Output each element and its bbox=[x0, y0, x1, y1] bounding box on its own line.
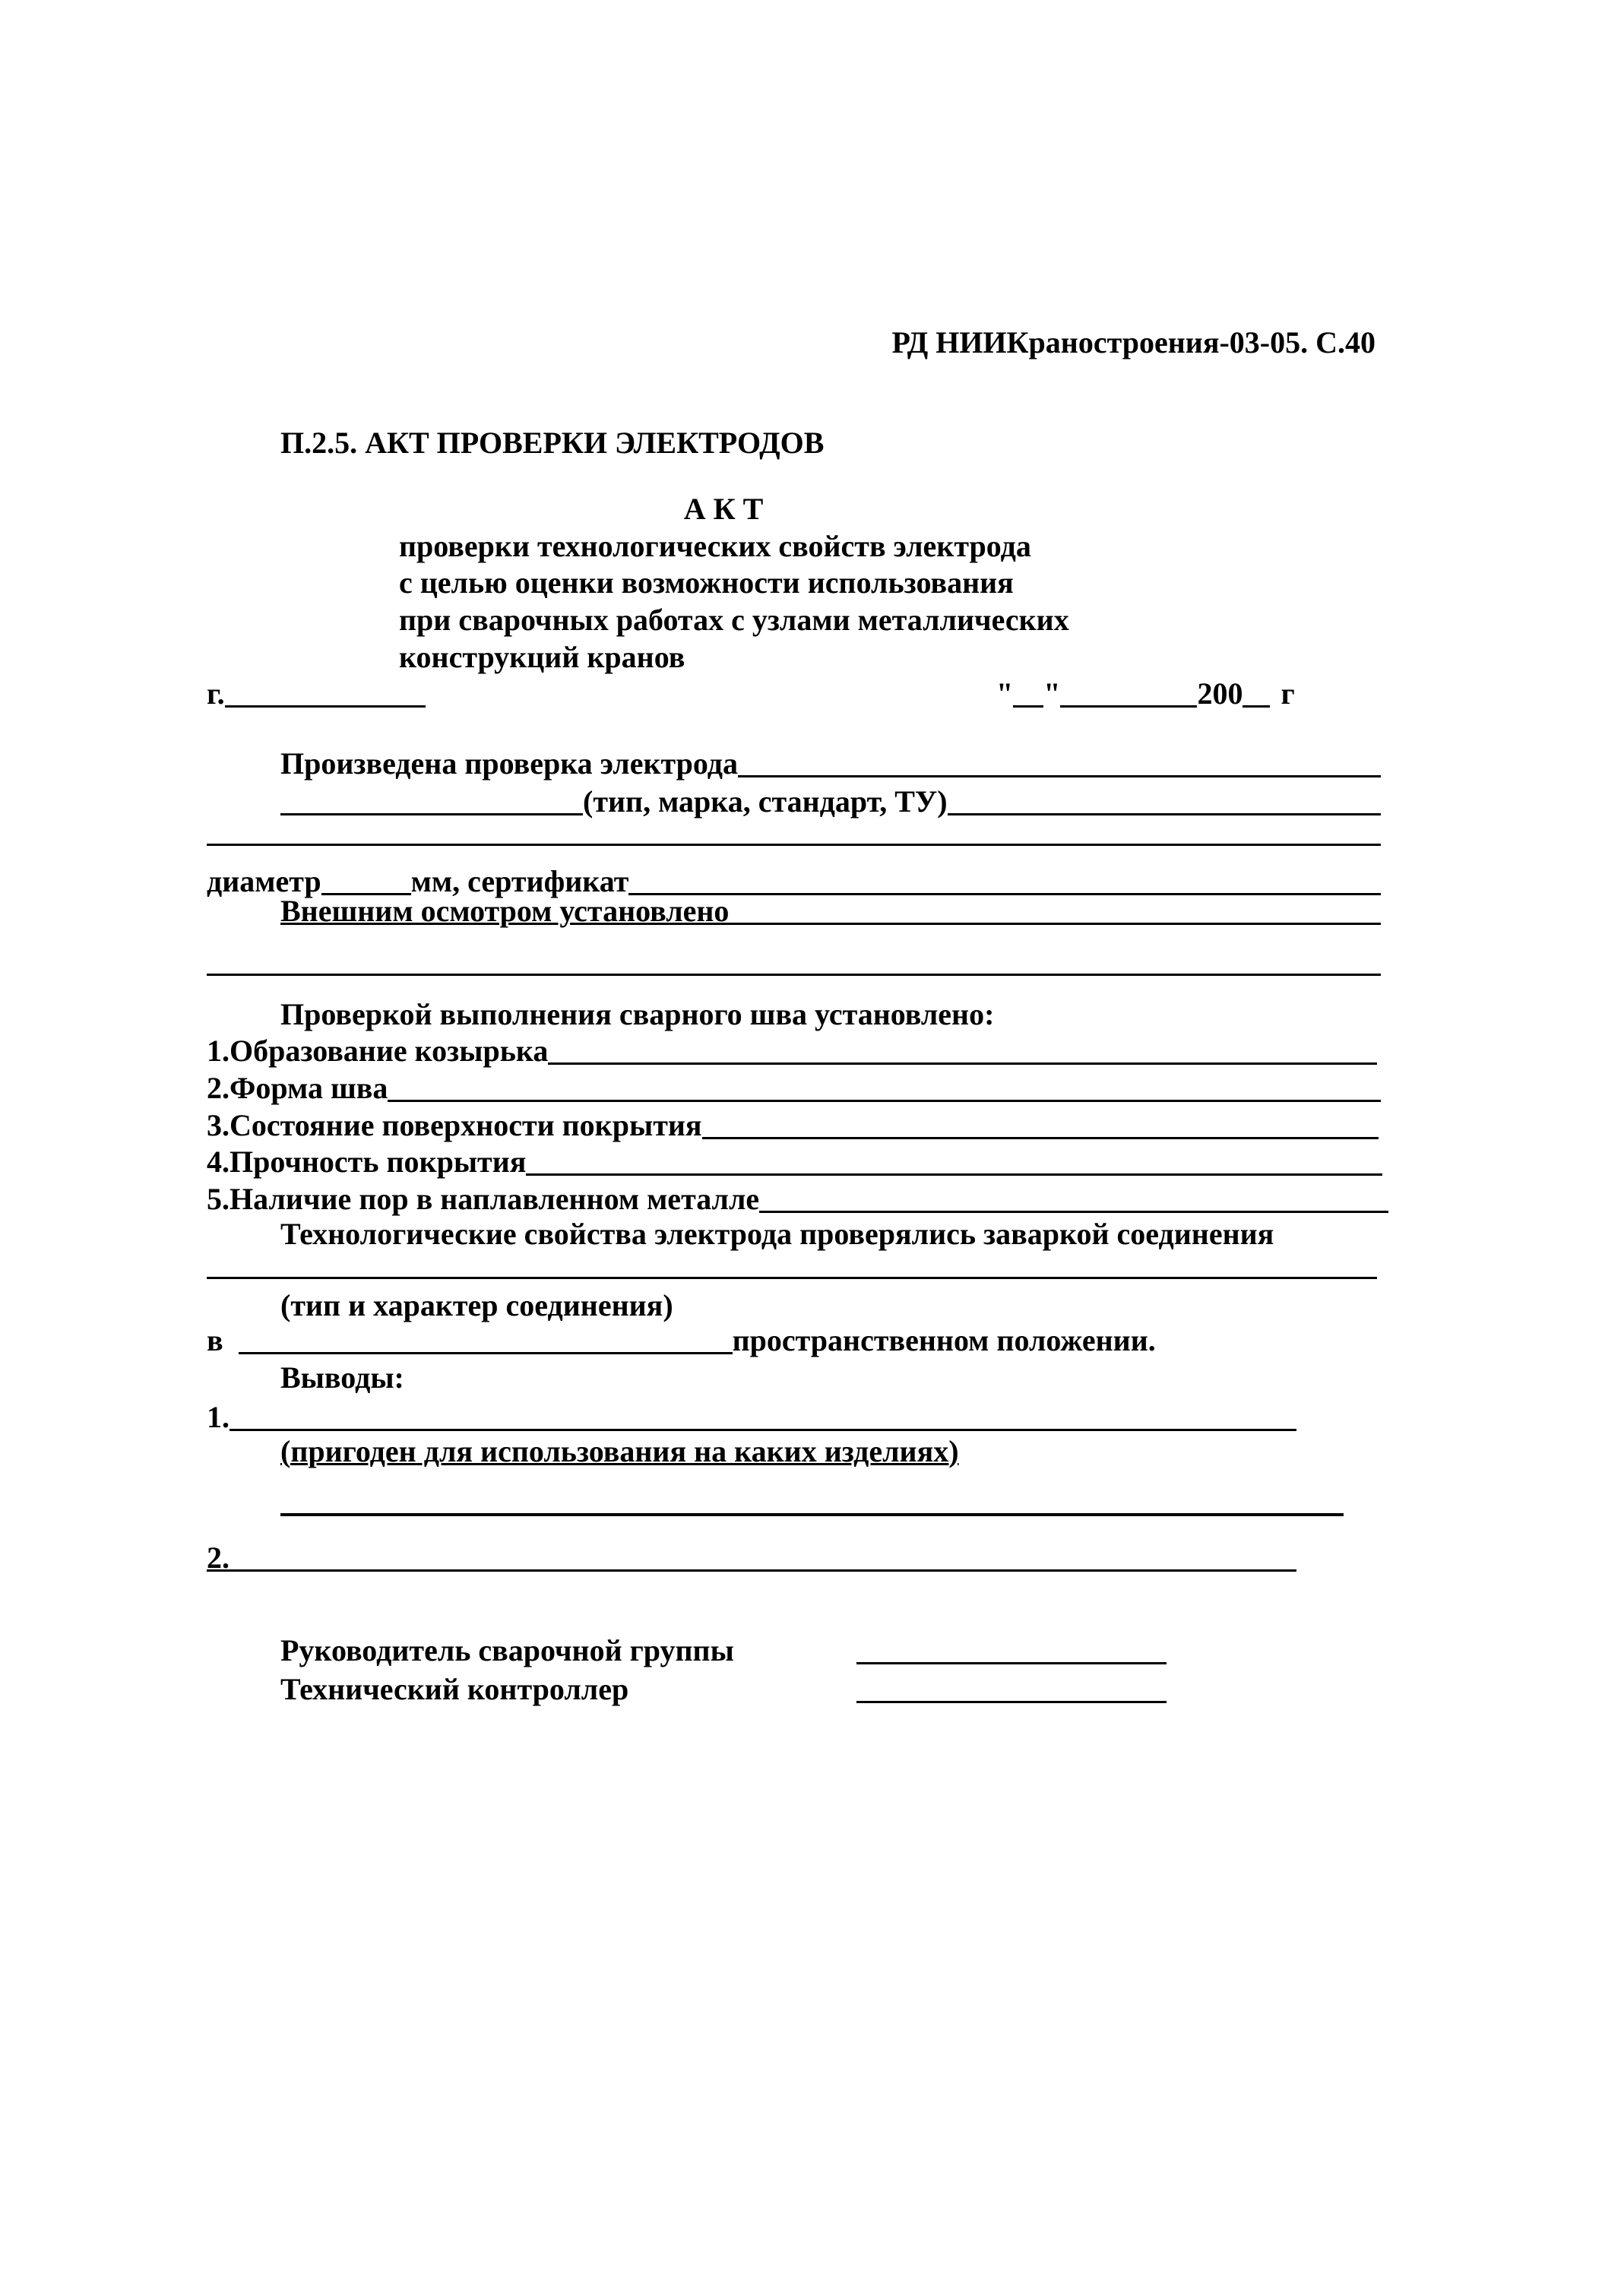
tech-props-text bbox=[280, 1216, 1274, 1252]
joint-hint-text: (тип и характер соединения) bbox=[280, 1288, 673, 1322]
act-title-text: А К Т bbox=[683, 492, 764, 526]
weld-item-label: 5.Наличие пор в наплавленном металле bbox=[207, 1182, 760, 1216]
position-suffix: пространственном положении. bbox=[732, 1323, 1156, 1357]
weld-item-field[interactable] bbox=[207, 1144, 1382, 1180]
day-blank[interactable] bbox=[1013, 678, 1043, 708]
weld-item-blank[interactable] bbox=[388, 1072, 1381, 1102]
year-prefix: 200 bbox=[1197, 676, 1243, 711]
blank-line[interactable] bbox=[207, 974, 1381, 976]
subtitle-text: при сварочных работах с узлами металлических bbox=[399, 603, 1069, 637]
weld-item-blank[interactable] bbox=[759, 1183, 1388, 1213]
weld-check-text: Проверкой выполнения сварного шва установлено: bbox=[280, 997, 995, 1031]
signature-welding-head[interactable] bbox=[280, 1632, 1167, 1669]
weld-item-label: 2.Форма шва bbox=[207, 1071, 388, 1105]
section-title bbox=[280, 425, 824, 461]
conclusions-heading bbox=[280, 1360, 404, 1396]
electrode-type-blank-right[interactable] bbox=[948, 786, 1381, 815]
tech-props-label: Технологические свойства электрода проверялись заваркой соединения bbox=[280, 1217, 1274, 1251]
month-blank[interactable] bbox=[1060, 678, 1197, 708]
in-prefix: в bbox=[207, 1323, 223, 1357]
conclusion-1-label: 1. bbox=[207, 1400, 230, 1434]
date-field[interactable] bbox=[996, 676, 1331, 712]
year-suffix: г bbox=[1281, 676, 1295, 711]
city-blank[interactable] bbox=[225, 678, 426, 708]
conclusion-1-blank[interactable] bbox=[230, 1401, 1296, 1431]
quote-close: " bbox=[1043, 676, 1061, 711]
usage-hint-text: (пригоден для использования на каких изделиях) bbox=[280, 1434, 959, 1468]
diameter-label: диаметр bbox=[207, 864, 321, 898]
conclusion-2-label: 2. bbox=[207, 1541, 230, 1575]
weld-item-field[interactable] bbox=[207, 1070, 1381, 1107]
joint-hint bbox=[280, 1287, 673, 1324]
weld-item-label: 3.Состояние поверхности покрытия bbox=[207, 1108, 702, 1142]
electrode-check-field[interactable] bbox=[280, 746, 1381, 782]
weld-item-label: 4.Прочность покрытия bbox=[207, 1145, 527, 1179]
position-field[interactable] bbox=[207, 1322, 1156, 1359]
joint-blank-line[interactable] bbox=[207, 1277, 1377, 1279]
year-blank[interactable] bbox=[1243, 678, 1270, 708]
welding-head-label: Руководитель сварочной группы bbox=[280, 1633, 734, 1667]
tech-controller-signature-blank[interactable] bbox=[856, 1674, 1167, 1703]
weld-check-heading bbox=[280, 996, 994, 1033]
weld-item-blank[interactable] bbox=[548, 1035, 1377, 1065]
visual-inspection-label: Внешним осмотром установлено bbox=[280, 894, 730, 928]
conclusion-1-extra-line[interactable] bbox=[280, 1513, 1344, 1516]
tech-controller-label: Технический контроллер bbox=[280, 1672, 629, 1706]
diameter-blank[interactable] bbox=[321, 866, 411, 895]
section-title-text: П.2.5. АКТ ПРОВЕРКИ ЭЛЕКТРОДОВ bbox=[280, 426, 825, 460]
city-label: г. bbox=[207, 676, 225, 711]
electrode-type-field[interactable] bbox=[280, 784, 1381, 820]
weld-item-field[interactable] bbox=[207, 1107, 1379, 1144]
electrode-hint: (тип, марка, стандарт, ТУ) bbox=[583, 784, 948, 819]
conclusion-1-field[interactable] bbox=[207, 1399, 1296, 1436]
weld-item-field[interactable] bbox=[207, 1181, 1388, 1218]
act-subtitle-line bbox=[399, 602, 1069, 638]
certificate-blank[interactable] bbox=[628, 866, 1381, 895]
conclusions-text: Выводы: bbox=[280, 1360, 404, 1395]
conclusion-2-blank[interactable] bbox=[230, 1542, 1296, 1572]
position-blank[interactable] bbox=[239, 1325, 733, 1354]
quote-open: " bbox=[996, 676, 1014, 711]
act-title bbox=[647, 491, 799, 527]
subtitle-text: конструкций кранов bbox=[399, 640, 685, 674]
electrode-blank[interactable] bbox=[738, 748, 1381, 777]
subtitle-text: проверки технологических свойств электрода bbox=[399, 529, 1031, 563]
act-subtitle-line bbox=[399, 528, 1031, 565]
electrode-check-label: Произведена проверка электрода bbox=[280, 746, 738, 781]
city-field[interactable] bbox=[207, 676, 426, 712]
document-reference bbox=[851, 325, 1375, 361]
act-subtitle-line bbox=[399, 565, 1014, 601]
signature-tech-controller[interactable] bbox=[280, 1671, 1167, 1708]
electrode-type-blank-left[interactable] bbox=[280, 786, 583, 815]
weld-item-blank[interactable] bbox=[526, 1146, 1382, 1176]
conclusion-2-field[interactable] bbox=[207, 1540, 1296, 1576]
act-subtitle-line bbox=[399, 639, 685, 676]
visual-inspection-field[interactable] bbox=[280, 893, 1381, 929]
usage-hint bbox=[280, 1433, 959, 1470]
document-reference-text: РД НИИКраностроения-03-05. С.40 bbox=[891, 325, 1375, 359]
welding-head-signature-blank[interactable] bbox=[856, 1635, 1167, 1664]
subtitle-text: с целью оценки возможности использования bbox=[399, 565, 1014, 600]
weld-item-blank[interactable] bbox=[702, 1110, 1379, 1139]
weld-item-label: 1.Образование козырька bbox=[207, 1034, 549, 1068]
blank-line[interactable] bbox=[207, 844, 1381, 846]
certificate-label: мм, сертификат bbox=[410, 864, 629, 898]
weld-item-field[interactable] bbox=[207, 1033, 1377, 1069]
visual-inspection-blank[interactable] bbox=[729, 895, 1381, 925]
